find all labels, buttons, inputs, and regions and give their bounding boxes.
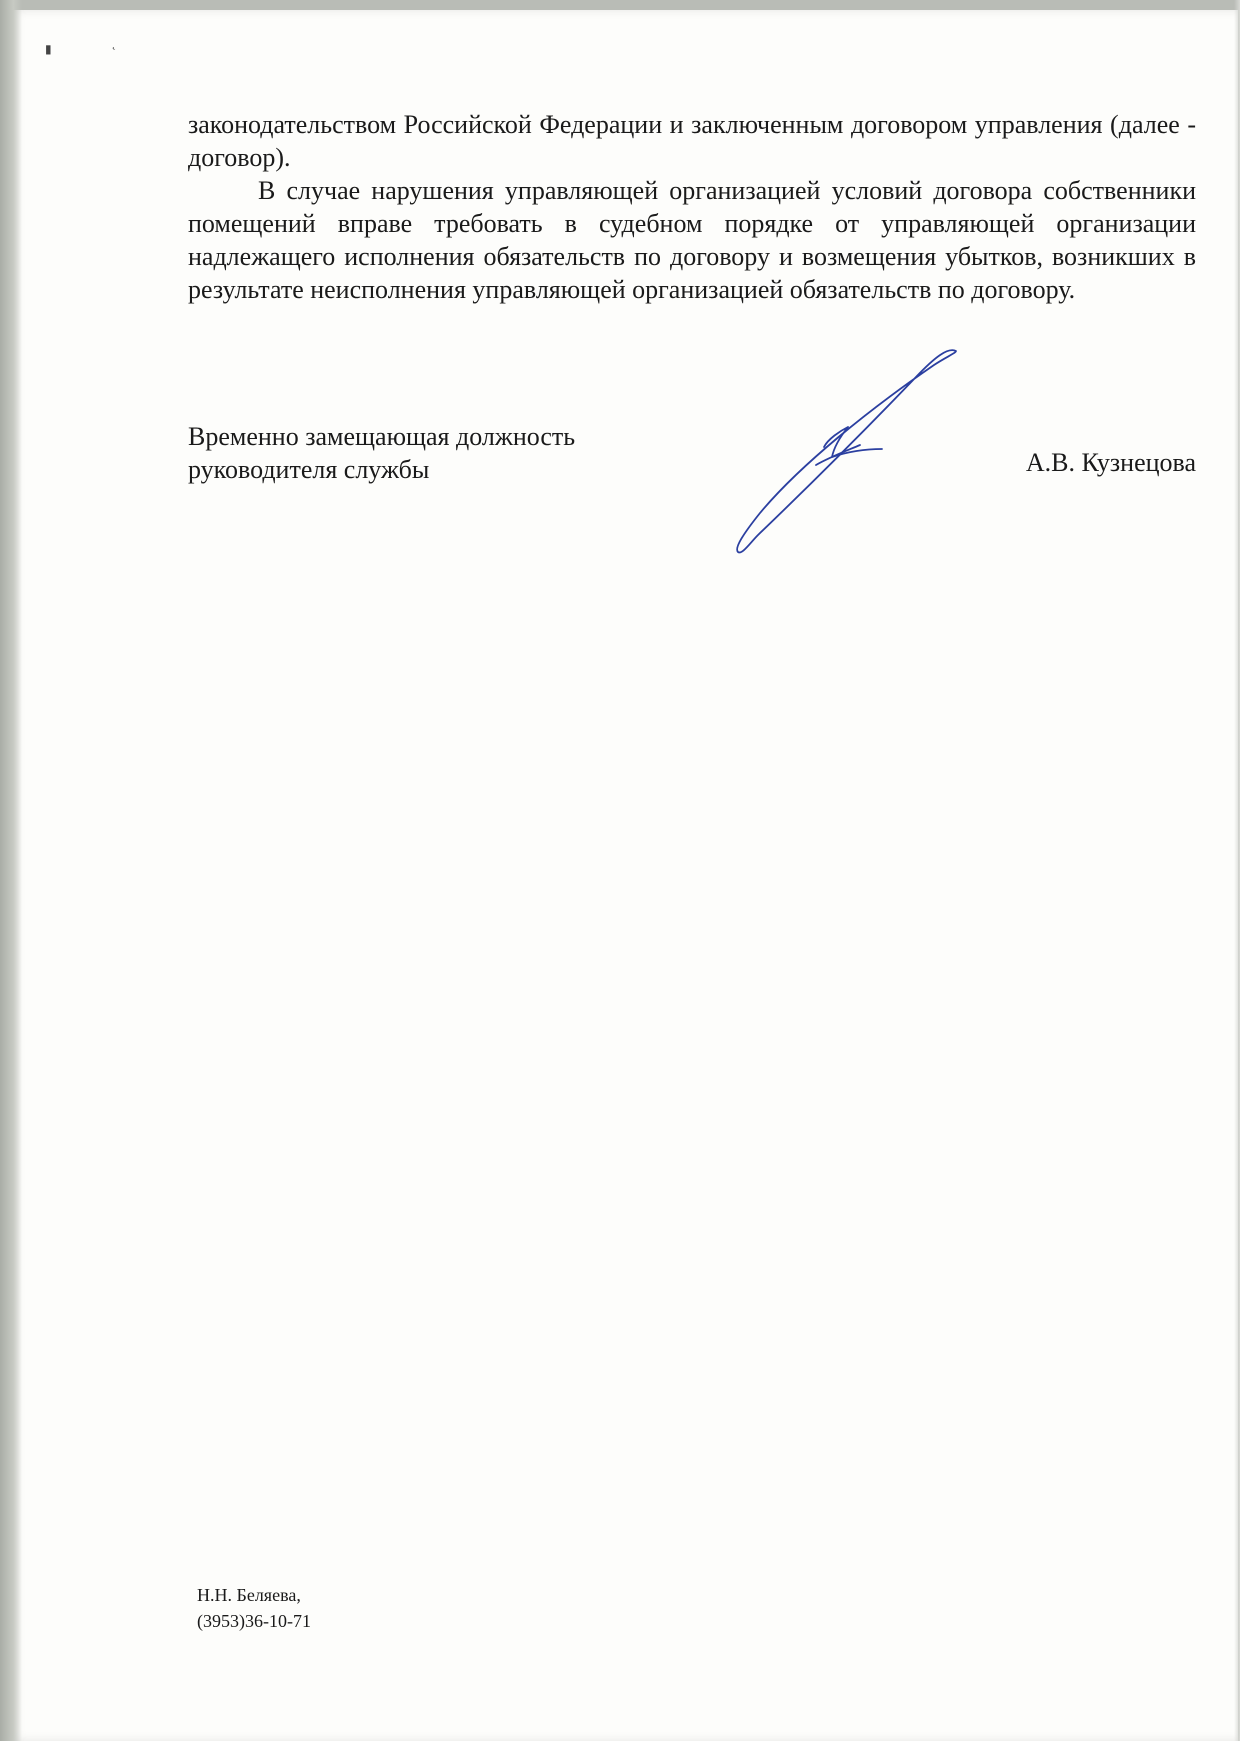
handwritten-signature <box>720 345 970 560</box>
contact-name: Н.Н. Беляева, <box>197 1585 301 1605</box>
document-body <box>188 108 1196 306</box>
paragraph-continuation: законодательством Российской Федерации и заключенным договором управления (далее - договор). <box>188 110 1196 172</box>
paragraph-violation-clause: В случае нарушения управляющей организацией условий договора собственники помещений вправе требовать в судебном порядке от управляющей организации надлежащего исполнения обязательств по договору и возмещения убытков, возникших в результате неисполнения управляющей организацией обязательств по договору. <box>188 176 1196 304</box>
signatory-position-line-1: Временно замещающая должность <box>188 422 576 451</box>
contact-phone: (3953)36-10-71 <box>197 1611 311 1631</box>
contact-info <box>197 1582 311 1634</box>
signatory-position <box>188 420 575 486</box>
scan-left-edge <box>0 0 22 1741</box>
scan-artifact-mark: ▮ <box>45 42 52 56</box>
scan-artifact-mark: ˛ <box>112 36 116 50</box>
signatory-position-line-2: руководителя службы <box>188 455 430 484</box>
signatory-name: А.В. Кузнецова <box>1025 448 1196 477</box>
scan-right-edge <box>1234 0 1240 1741</box>
